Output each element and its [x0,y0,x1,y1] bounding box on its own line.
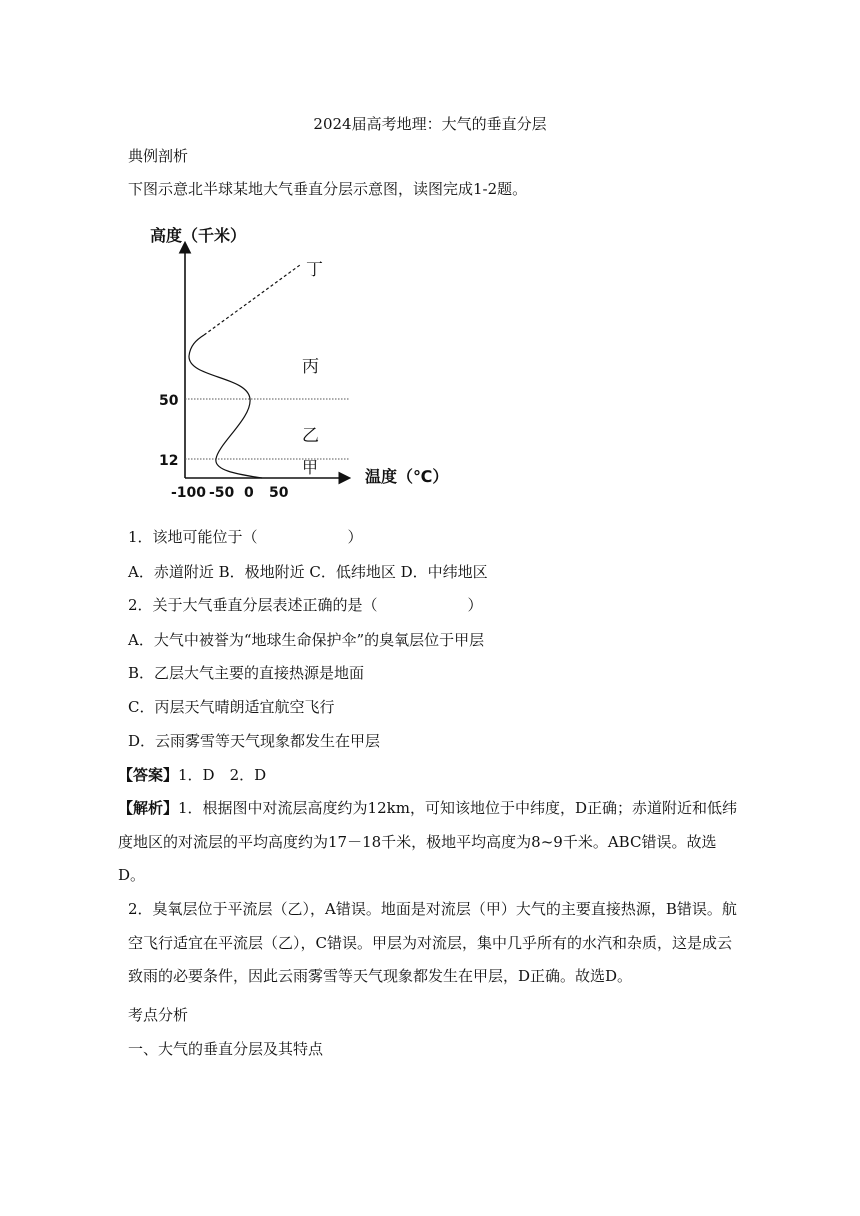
heading-vertical-layers: 一、大气的垂直分层及其特点 [128,1040,324,1058]
y-tick-50: 50 [159,393,179,409]
question-2-option-c: C．丙层天气晴朗适宜航空飞行 [128,698,335,716]
temperature-curve-dashed [204,265,300,335]
question-1-stem: 1．该地可能位于（ ） [128,528,363,546]
analysis-text-1: 1．根据图中对流层高度约为12km，可知该地位于中纬度，D正确；赤道附近和低纬度地区的对流层的平均高度约为17－18千米，极地平均高度为8~9千米。ABC错误。故选D。 [118,799,737,884]
x-tick-50: 50 [269,485,289,501]
section-analysis-heading: 考点分析 [128,1006,189,1024]
layer-label-ding: 丁 [306,260,323,280]
question-2-stem: 2．关于大气垂直分层表述正确的是（ ） [128,596,483,614]
layer-label-jia: 甲 [302,458,319,477]
x-tick-minus100: -100 [171,485,207,501]
analysis-paragraph-1 [118,792,738,893]
layer-label-yi: 乙 [302,426,319,446]
temperature-curve [189,335,262,478]
x-axis-label: 温度（℃） [365,467,449,486]
question-2-option-b: B．乙层大气主要的直接热源是地面 [128,664,365,682]
y-axis-label: 高度（千米） [150,226,247,245]
layer-label-bing: 丙 [302,357,319,377]
intro-text: 下图示意北半球某地大气垂直分层示意图，读图完成1-2题。 [128,180,528,198]
analysis-paragraph-2: 2．臭氧层位于平流层（乙），A错误。地面是对流层（甲）大气的主要直接热源，B错误。航空飞行适宜在平流层（乙），C错误。甲层为对流层，集中几乎所有的水汽和杂质，这是成云致雨的必要条件，因此云雨雾雪等天气现象都发生在甲层，D正确。故选D。 [128,900,737,985]
analysis-tag: 【解析】 [118,799,179,817]
question-1-options: A．赤道附近 B．极地附近 C．低纬地区 D．中纬地区 [128,563,488,581]
answer-tag: 【答案】 [118,766,179,784]
y-tick-12: 12 [159,453,179,469]
question-2-option-d: D．云雨雾雪等天气现象都发生在甲层 [128,732,381,750]
document-title: 2024届高考地理：大气的垂直分层 [313,115,547,133]
answer-line [118,764,728,786]
section-example-heading: 典例剖析 [128,147,189,165]
atmosphere-layers-diagram [140,218,460,508]
x-tick-0: 0 [244,485,254,501]
answer-text: 1．D 2．D [178,766,267,784]
x-tick-minus50: -50 [209,485,235,501]
question-2-option-a: A．大气中被誉为“地球生命保护伞”的臭氧层位于甲层 [128,631,485,649]
